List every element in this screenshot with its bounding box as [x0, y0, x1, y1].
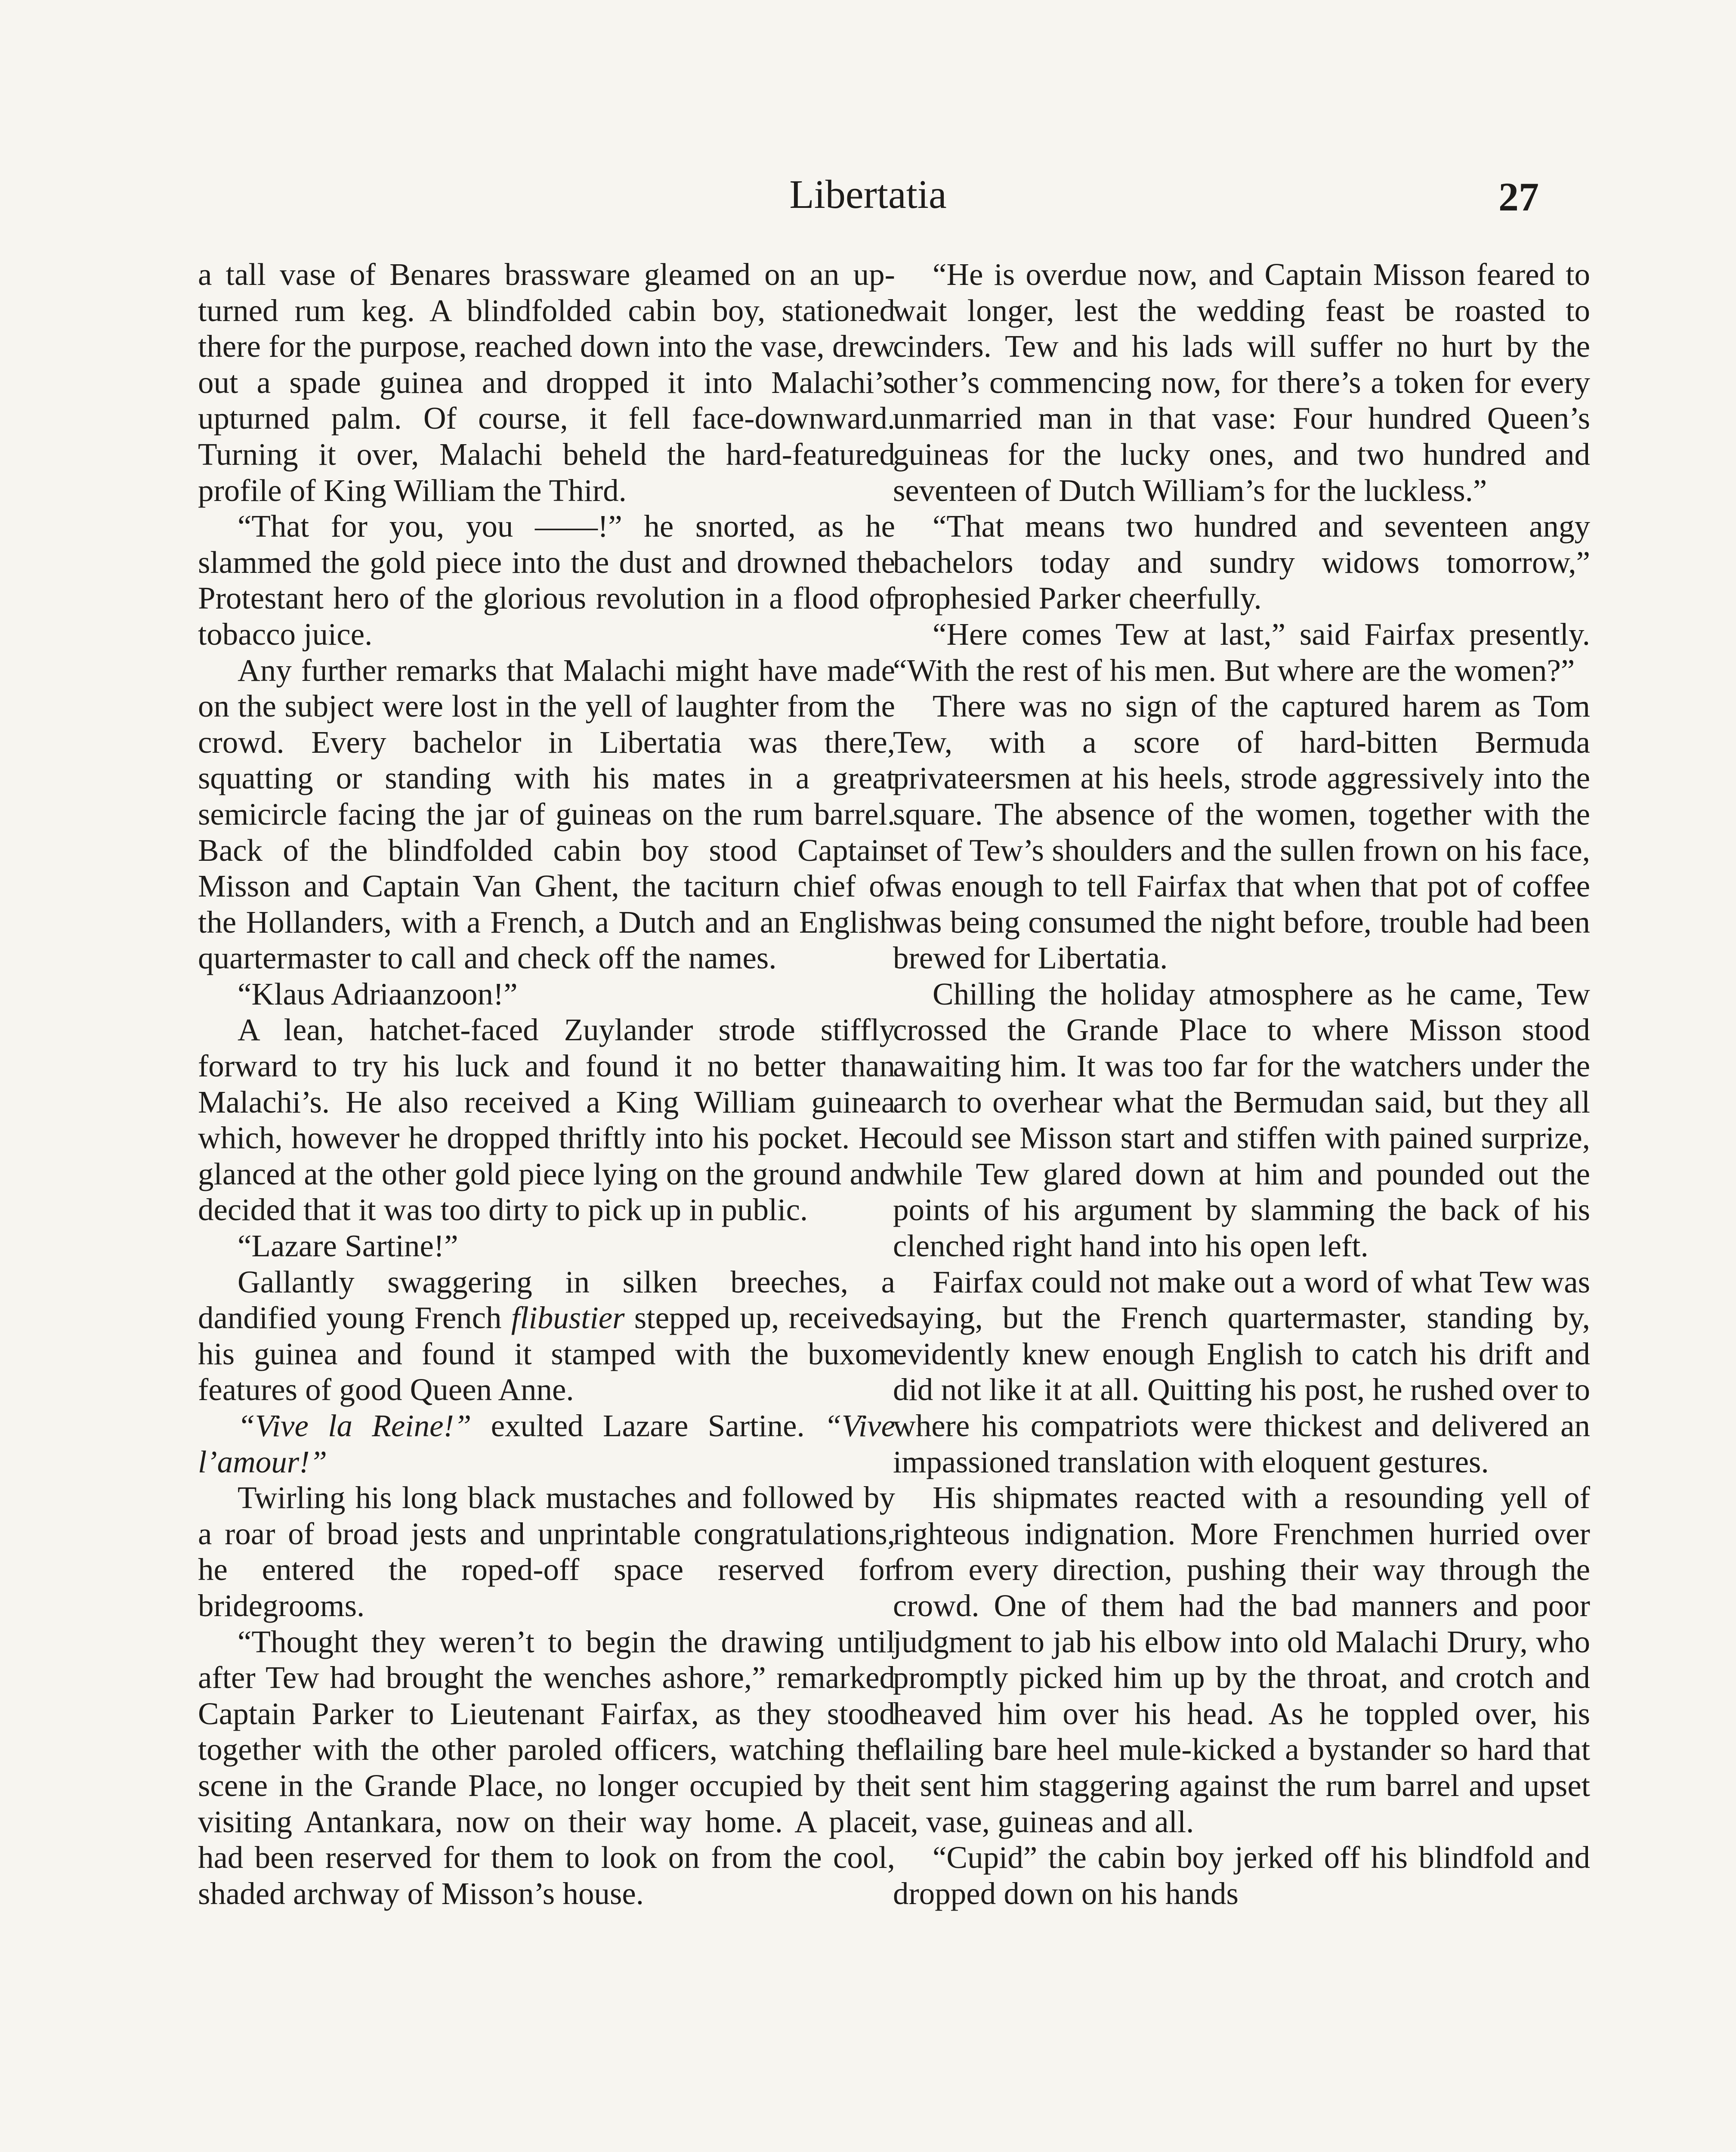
paragraph: [198, 1408, 895, 1480]
paragraph: Fairfax could not make out a word of what Tew was saying, but the French quartermaster, standing by, evidently knew enough English to catch his drift and did not like it at all. Quitting his post, he rushed over to where his compatriots were thickest and delivered an impassioned translation with eloquent gestures.: [893, 1264, 1590, 1479]
paragraph: “That means two hundred and seventeen angy bachelors today and sundry widows tomorrow,” prophesied Parker cheerfully.: [893, 509, 1590, 616]
italic-word: flibustier: [511, 1300, 625, 1336]
paragraph: “Here comes Tew at last,” said Fairfax presently. “With the rest of his men. But where are the women?”: [893, 616, 1590, 688]
paragraph: “Thought they weren’t to begin the drawing until after Tew had brought the wenches ashore,” remarked Captain Parker to Lieutenant Fairfax, as they stood together with the other paroled officers, watching the scene in the Grande Place, no longer occupied by the visiting Antankara, now on their way home. A place had been reserved for them to look on from the cool, shaded archway of Misson’s house.: [198, 1624, 895, 1911]
paragraph: Twirling his long black mustaches and followed by a roar of broad jests and unprintable congratulations, he entered the roped-off space reserved for bridegrooms.: [198, 1480, 895, 1623]
paragraph: a tall vase of Benares brassware gleamed on an up-turned rum keg. A blindfolded cabin boy, stationed there for the purpose, reached down into the vase, drew out a spade guinea and dropped it into Malachi’s upturned palm. Of course, it fell face-downward. Turning it over, Malachi beheld the hard-featured profile of King William the Third.: [198, 257, 895, 508]
paragraph: His shipmates reacted with a resounding yell of righteous indignation. More Frenchmen hurried over from every direction, pushing their way through the crowd. One of them had the bad manners and poor judgment to jab his elbow into old Malachi Drury, who promptly picked him up by the throat, and crotch and heaved him over his head. As he toppled over, his flailing bare heel mule-kicked a bystander so hard that it sent him staggering against the rum barrel and upset it, vase, guineas and all.: [893, 1480, 1590, 1839]
paragraph: “That for you, you ——!” he snorted, as he slammed the gold piece into the dust and drowned the Protestant hero of the glorious revolution in a flood of tobacco juice.: [198, 509, 895, 652]
page-number: 27: [1498, 175, 1539, 220]
paragraph: There was no sign of the captured harem as Tom Tew, with a score of hard-bitten Bermuda privateersmen at his heels, strode aggressively into the square. The absence of the women, together with the set of Tew’s shoulders and the sullen frown on his face, was enough to tell Fairfax that when that pot of coffee was being consumed the night before, trouble had been brewed for Libertatia.: [893, 689, 1590, 976]
paragraph: “Klaus Adriaanzoon!”: [238, 976, 518, 1011]
running-title: Libertatia: [789, 172, 947, 217]
text-run: Gallantly swaggering in silken breeches, a dandified young French: [198, 1264, 895, 1336]
page-header: [0, 169, 1736, 225]
left-column: [198, 257, 895, 1911]
paragraph: [198, 1264, 895, 1408]
paragraph: “Cupid” the cabin boy jerked off his blindfold and dropped down on his hands: [893, 1840, 1590, 1911]
text-run: exulted Lazare Sartine.: [471, 1408, 825, 1443]
paragraph: Any further remarks that Malachi might have made on the subject were lost in the yell of laughter from the crowd. Every bachelor in Libertatia was there, squatting or standing with his mates in a great semicircle facing the jar of guineas on the rum barrel. Back of the blindfolded cabin boy stood Captain Misson and Captain Van Ghent, the taciturn chief of the Hollanders, with a French, a Dutch and an English quartermaster to call and check off the names.: [198, 652, 895, 976]
paragraph: A lean, hatchet-faced Zuylander strode stiffly forward to try his luck and found it no better than Malachi’s. He also received a King William guinea which, however he dropped thriftly into his pocket. He glanced at the other gold piece lying on the ground and decided that it was too dirty to pick up in public.: [198, 1012, 895, 1228]
right-column: [893, 257, 1590, 1911]
paragraph: “He is overdue now, and Captain Misson feared to wait longer, lest the wedding feast be roasted to cinders. Tew and his lads will suffer no hurt by the other’s commencing now, for there’s a token for every unmarried man in that vase: Four hundred Queen’s guineas for the lucky ones, and two hundred and seventeen of Dutch William’s for the luckless.”: [893, 257, 1590, 508]
text-run: stepped up, received his guinea and found it stamped with the buxom features of good Queen Anne.: [198, 1300, 895, 1407]
italic-exclamation: “Vive l’amour!”: [198, 1408, 895, 1479]
paragraph: “Lazare Sartine!”: [238, 1228, 458, 1264]
paragraph: Chilling the holiday atmosphere as he came, Tew crossed the Grande Place to where Misson stood awaiting him. It was too far for the watchers under the arch to overhear what the Bermudan said, but they all could see Misson start and stiffen with pained surprize, while Tew glared down at him and pounded out the points of his argument by slamming the back of his clenched right hand into his open left.: [893, 976, 1590, 1264]
italic-exclamation: “Vive la Reine!”: [238, 1408, 472, 1443]
